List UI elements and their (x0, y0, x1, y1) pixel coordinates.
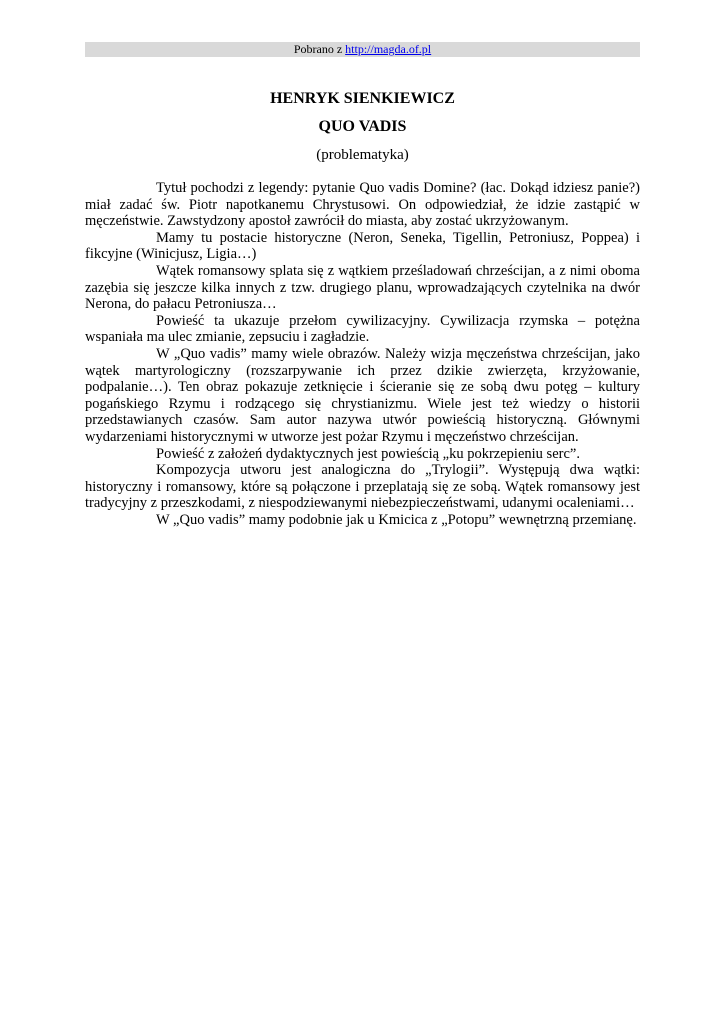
author-heading: HENRYK SIENKIEWICZ (270, 90, 455, 107)
paragraph: Tytuł pochodzi z legendy: pytanie Quo vadis Domine? (łac. Dokąd idziesz panie?) miał zadać św. Piotr napotkanemu Chrystusowi. On odpowiedział, że idzie zastąpić w męczeństwie. Zawstydzony apostoł zawrócił do miasta, aby zostać ukrzyżowanym. (85, 180, 640, 230)
source-link[interactable]: http://magda.of.pl (345, 42, 432, 56)
page-title: QUO VADIS (318, 118, 407, 135)
paragraph: Powieść z założeń dydaktycznych jest powieścią „ku pokrzepieniu serc”. (156, 445, 580, 462)
page-subtitle: (problematyka) (316, 147, 409, 163)
document-body (85, 180, 640, 528)
paragraph: W „Quo vadis” mamy wiele obrazów. Należy wizja męczeństwa chrześcijan, jako wątek martyrologiczny (rozszarpywanie ich przez dzikie zwierzęta, krzyżowanie, podpalanie…). Ten obraz pokazuje zetknięcie i ścieranie się ze sobą dwu potęg – kultury pogańskiego Rzymu i rodzącego się chrystianizmu. Wiele jest też wiedzy o historii przedstawianych czasów. Sam autor nazywa utwór powieścią historyczną. Głównymi wydarzeniami historycznymi w utworze jest pożar Rzymu i męczeństwo chrześcijan. (85, 345, 640, 445)
header-prefix: Pobrano z (293, 42, 346, 56)
paragraph: W „Quo vadis” mamy podobnie jak u Kmicica z „Potopu” wewnętrzną przemianę. (156, 511, 637, 528)
paragraph: Wątek romansowy splata się z wątkiem prześladowań chrześcijan, a z nimi oboma zazębia się jeszcze kilka innych z tzw. drugiego planu, wprowadzających czytelnika na dwór Nerona, do pałacu Petroniusza… (85, 262, 640, 313)
paragraph: Mamy tu postacie historyczne (Neron, Seneka, Tigellin, Petroniusz, Poppea) i fikcyjne (Winicjusz, Ligia…) (85, 229, 640, 263)
paragraph: Powieść ta ukazuje przełom cywilizacyjny. Cywilizacja rzymska – potężna wspaniała ma ulec zmianie, zepsuciu i zagładzie. (85, 312, 640, 346)
paragraph: Kompozycja utworu jest analogiczna do „Trylogii”. Występują dwa wątki: historyczny i romansowy, które są połączone i przeplatają się ze sobą. Wątek romansowy jest tradycyjny z przeszkodami, z niespodziewanymi niebezpieczeństwami, udanymi ocaleniami… (85, 462, 640, 512)
download-header-bar (85, 42, 640, 57)
